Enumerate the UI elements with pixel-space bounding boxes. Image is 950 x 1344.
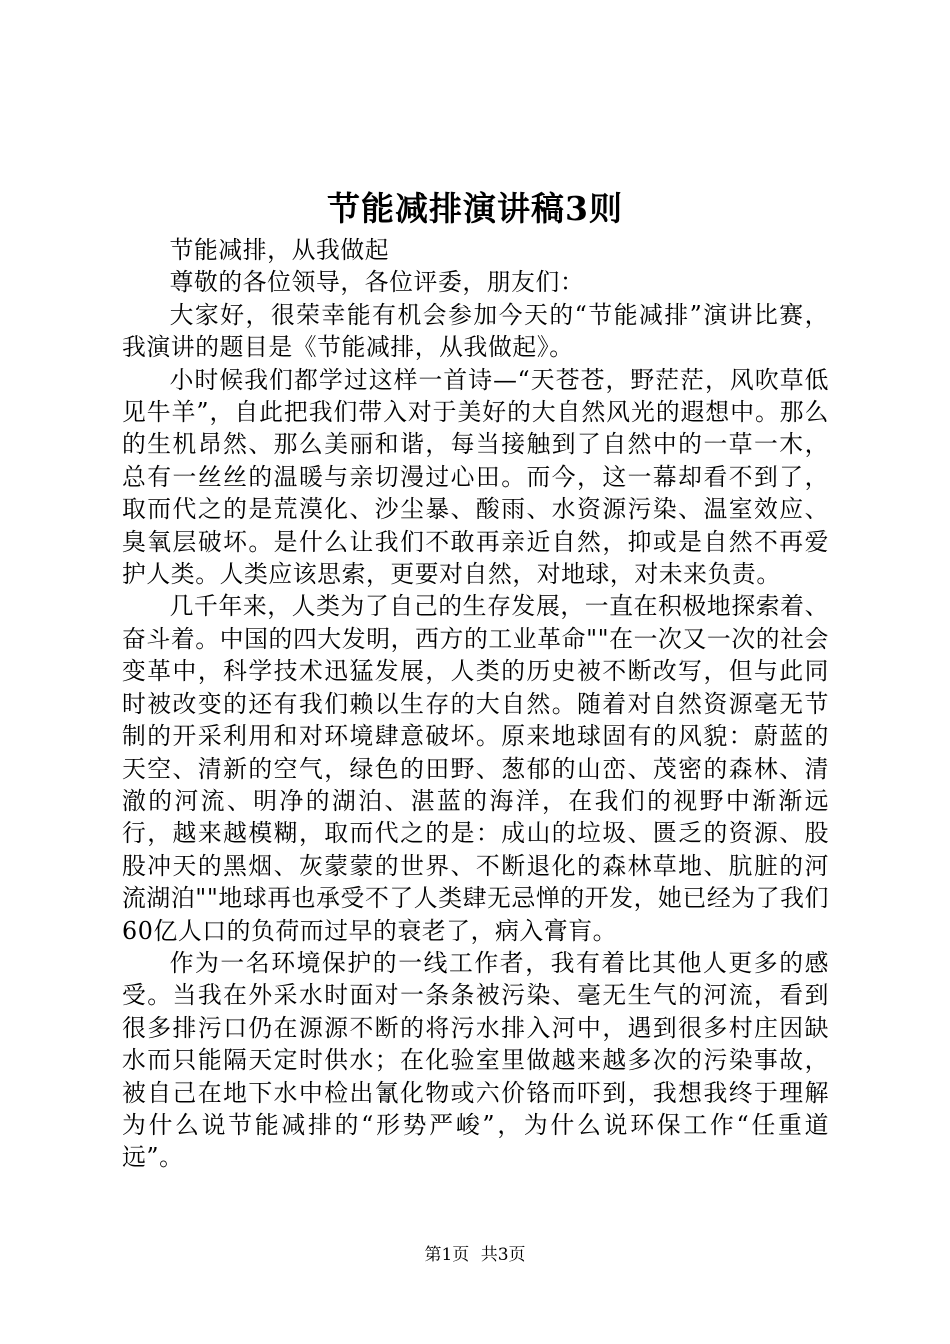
- page-footer: 第1页 共3页: [424, 1245, 526, 1265]
- body-paragraph: 作为一名环境保护的一线工作者，我有着比其他人更多的感受。当我在外采水时面对一条条被污染、毫无生气的河流，看到很多排污口仍在源源不断的将污水排入河中，遇到很多村庄因缺水而只能隔天定时供水；在化验室里做越来越多次的污染事故，被自己在地下水中检出氰化物或六价铬而吓到，我想我终于理解为什么说节能减排的“形势严峻”，为什么说环保工作“任重道远”。: [122, 948, 829, 1172]
- greeting-paragraph: 尊敬的各位领导，各位评委，朋友们：: [169, 268, 585, 297]
- document-body: [122, 234, 829, 1174]
- body-paragraph: 小时候我们都学过这样一首诗—“天苍苍，野茫茫，风吹草低见牛羊”，自此把我们带入对于美好的大自然风光的遐想中。那么的生机昂然、那么美丽和谐，每当接触到了自然中的一草一木，总有一丝丝的温暖与亲切漫过心田。而今，这一幕却看不到了，取而代之的是荒漠化、沙尘暴、酸雨、水资源污染、温室效应、臭氧层破坏。是什么让我们不敢再亲近自然，抑或是自然不再爱护人类。人类应该思索，更要对自然，对地球，对未来负责。: [122, 365, 829, 589]
- body-paragraph: 大家好，很荣幸能有机会参加今天的“节能减排”演讲比赛，我演讲的题目是《节能减排，从我做起》。: [122, 300, 829, 362]
- subtitle-paragraph: 节能减排，从我做起: [169, 236, 390, 264]
- body-paragraph: 几千年来，人类为了自己的生存发展，一直在积极地探索着、奋斗着。中国的四大发明，西方的工业革命""在一次又一次的社会变革中，科学技术迅猛发展，人类的历史被不断改写，但与此同时被改变的还有我们赖以生存的大自然。随着对自然资源毫无节制的开采利用和对环境肆意破坏。原来地球固有的风貌：蔚蓝的天空、清新的空气，绿色的田野、葱郁的山峦、茂密的森林、清澈的河流、明净的湖泊、湛蓝的海洋，在我们的视野中渐渐远行，越来越模糊，取而代之的是：成山的垃圾、匮乏的资源、股股冲天的黑烟、灰蒙蒙的世界、不断退化的森林草地、肮脏的河流湖泊""地球再也承受不了人类肆无忌惮的开发，她已经为了我们60亿人口的负荷而过早的衰老了，病入膏肓。: [122, 592, 829, 945]
- document-title: 节能减排演讲稿3则: [327, 189, 623, 228]
